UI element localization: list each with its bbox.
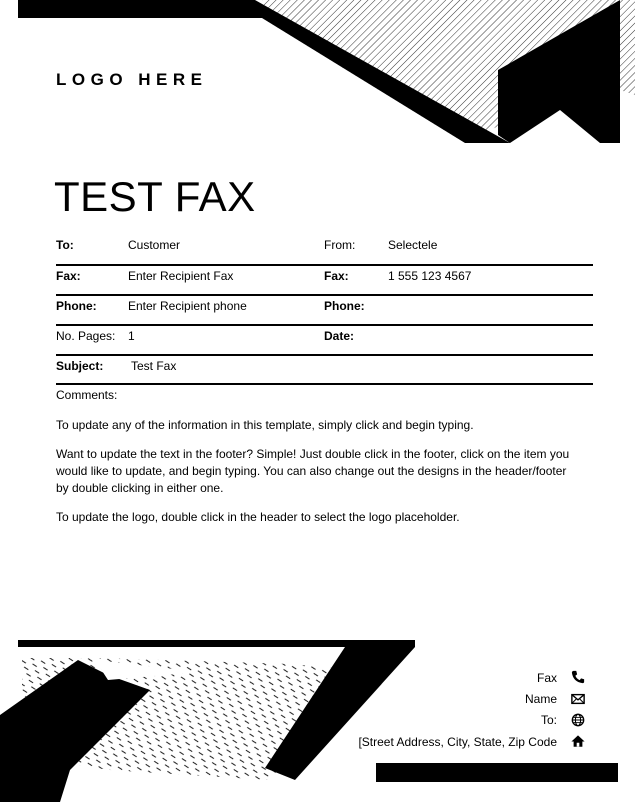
footer-band xyxy=(18,640,415,647)
date-label: Date: xyxy=(324,329,355,343)
row-divider xyxy=(56,294,593,296)
footer-fax-label[interactable]: Fax xyxy=(536,671,557,685)
to-label: To: xyxy=(56,238,74,252)
home-icon xyxy=(571,734,585,748)
row-divider xyxy=(56,354,593,356)
sender-fax-value[interactable]: 1 555 123 4567 xyxy=(388,269,472,283)
comment-paragraph-2[interactable]: Want to update the text in the footer? Simple! Just double click in the footer, click on the item you would like to update, and begin typing. You can also change out the designs in the header/footer by double clicking in either one. xyxy=(56,447,570,495)
sender-phone-label: Phone: xyxy=(324,299,365,313)
subject-label: Subject: xyxy=(56,359,104,373)
footer-to-label[interactable]: To: xyxy=(540,713,557,727)
subject-value[interactable]: Test Fax xyxy=(131,359,177,373)
footer-address[interactable]: [Street Address, City, State, Zip Code xyxy=(358,735,557,749)
pages-value[interactable]: 1 xyxy=(128,329,135,343)
sender-fax-label: Fax: xyxy=(324,269,349,283)
logo-placeholder[interactable]: LOGO HERE xyxy=(56,70,208,89)
footer-bar xyxy=(376,763,618,782)
pages-label: No. Pages: xyxy=(56,329,116,343)
phone-value[interactable]: Enter Recipient phone xyxy=(128,299,247,313)
from-value[interactable]: Selectele xyxy=(388,238,438,252)
envelope-icon xyxy=(571,692,585,706)
phone-icon xyxy=(571,670,585,684)
comment-paragraph-1[interactable]: To update any of the information in this template, simply click and begin typing. xyxy=(56,418,474,432)
from-label: From: xyxy=(324,238,356,252)
globe-icon xyxy=(571,713,585,727)
row-divider xyxy=(56,383,593,385)
fax-value[interactable]: Enter Recipient Fax xyxy=(128,269,234,283)
row-divider xyxy=(56,264,593,266)
fax-label: Fax: xyxy=(56,269,81,283)
to-value[interactable]: Customer xyxy=(128,238,181,252)
page-title: TEST FAX xyxy=(54,173,256,220)
row-divider xyxy=(56,324,593,326)
phone-label: Phone: xyxy=(56,299,97,313)
footer-name-label[interactable]: Name xyxy=(524,692,557,706)
comment-paragraph-3[interactable]: To update the logo, double click in the header to select the logo placeholder. xyxy=(56,510,460,524)
comments-label: Comments: xyxy=(56,388,118,402)
